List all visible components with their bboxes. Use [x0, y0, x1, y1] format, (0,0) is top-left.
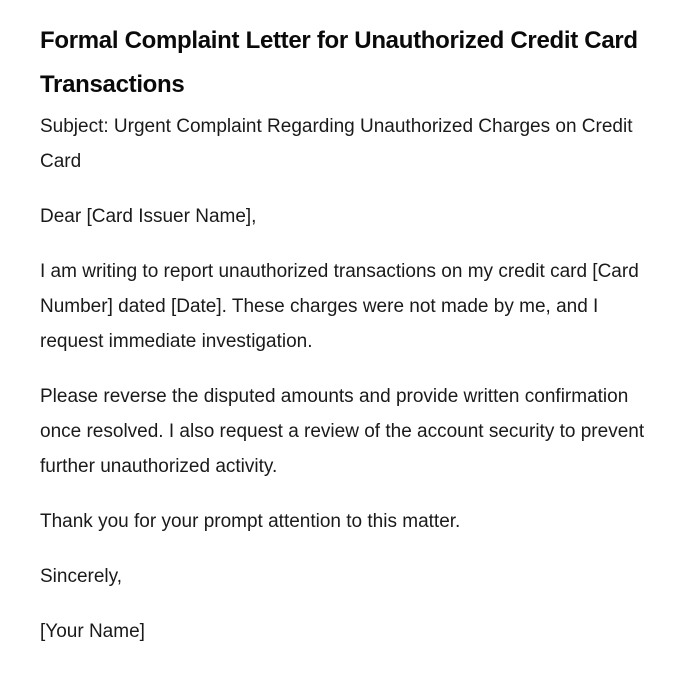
- letter-body-paragraph-2: Please reverse the disputed amounts and provide written confirmation once resolved. I also request a review of the account security to prevent further unauthorized activity.: [40, 386, 645, 477]
- letter-closing: Sincerely,: [40, 566, 123, 587]
- letter-document: [40, 19, 660, 669]
- letter-body-paragraph-1: I am writing to report unauthorized transactions on my credit card [Card Number] dated [Date]. These charges were not made by me, and I request immediate investigation.: [40, 261, 639, 352]
- letter-body-paragraph-3: Thank you for your prompt attention to this matter.: [40, 511, 461, 532]
- letter-salutation: Dear [Card Issuer Name],: [40, 206, 257, 227]
- letter-title: Formal Complaint Letter for Unauthorized Credit Card Transactions: [40, 27, 638, 98]
- letter-signature: [Your Name]: [40, 621, 145, 642]
- letter-subject: Subject: Urgent Complaint Regarding Unauthorized Charges on Credit Card: [40, 116, 633, 172]
